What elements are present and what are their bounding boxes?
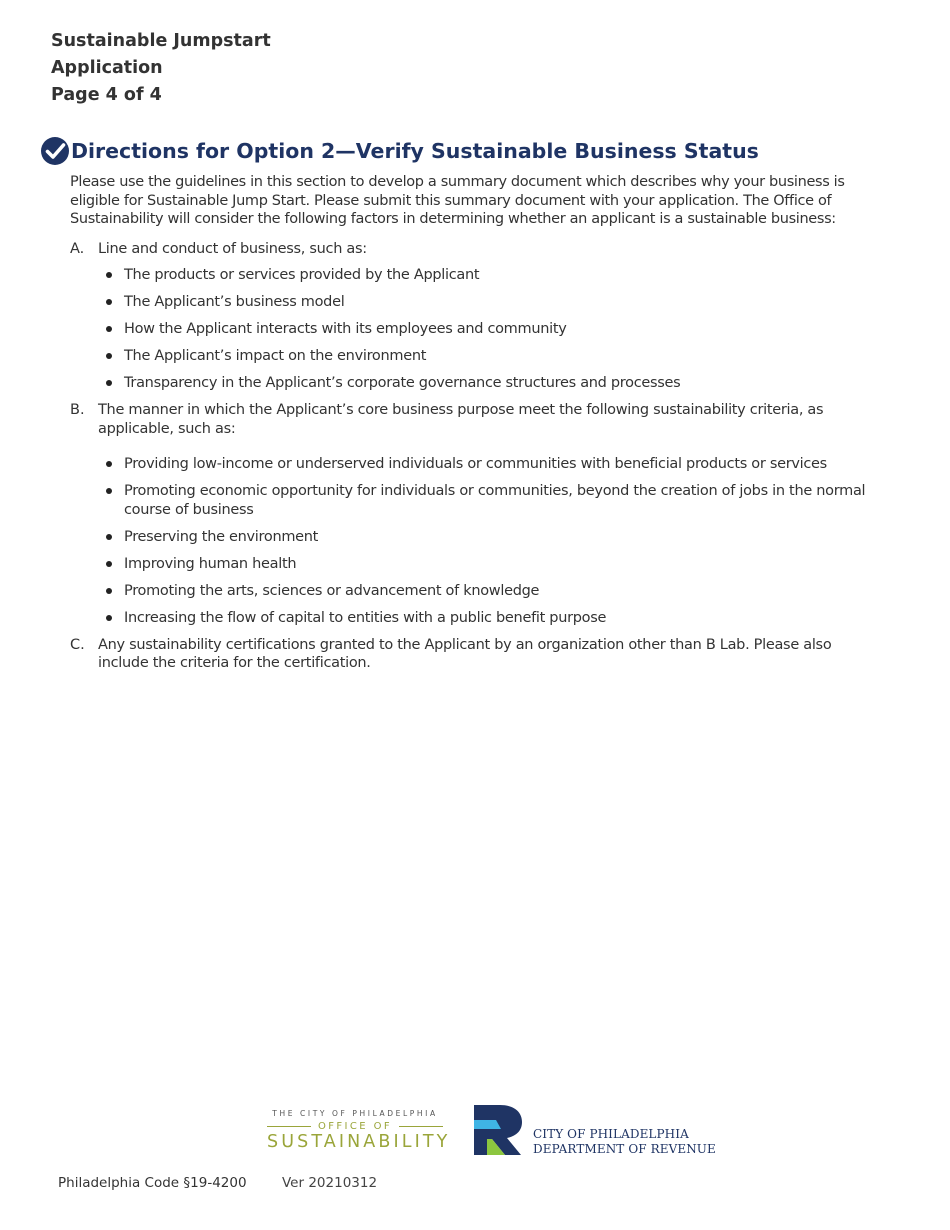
criteria-item-c bbox=[70, 636, 878, 673]
office-of-sustainability-logo bbox=[267, 1109, 451, 1152]
item-letter: B. bbox=[70, 402, 85, 418]
item-letter: C. bbox=[70, 636, 85, 653]
divider bbox=[267, 1126, 311, 1127]
revenue-line2: DEPARTMENT OF REVENUE bbox=[533, 1141, 716, 1156]
intro-paragraph: Please use the guidelines in this section to develop a summary document which describes why your business is eligible for Sustainable Jump Start. Please submit this summary document with your application. The Office of Sustainability will consider the following factors in determining whether an applicant is a sustainable business: bbox=[70, 174, 845, 227]
list-item: The Applicant’s business model bbox=[103, 293, 878, 312]
item-text: Any sustainability certifications granted to the Applicant by an organization other than B Lab. Please also include the criteria for the certification. bbox=[98, 636, 832, 671]
bullet-list-a bbox=[70, 266, 878, 393]
revenue-line1: CITY OF PHILADELPHIA bbox=[533, 1127, 689, 1141]
logo-sustainability-text: SUSTAINABILITY bbox=[267, 1132, 451, 1152]
item-text: Line and conduct of business, such as: bbox=[98, 240, 367, 257]
divider bbox=[399, 1126, 443, 1127]
checkmark-circle-icon bbox=[40, 136, 70, 166]
list-item: Preserving the environment bbox=[103, 528, 878, 547]
section-heading bbox=[40, 136, 759, 166]
header-title-line2: Application bbox=[51, 58, 163, 78]
list-item: How the Applicant interacts with its employees and community bbox=[103, 320, 878, 339]
revenue-logo-text bbox=[533, 1127, 716, 1156]
footer-version: Ver 20210312 bbox=[282, 1175, 378, 1191]
logo-city-text: THE CITY OF PHILADELPHIA bbox=[272, 1109, 438, 1118]
footer-logos bbox=[267, 1103, 737, 1163]
criteria-item-a bbox=[70, 240, 878, 259]
list-item: Promoting the arts, sciences or advancement of knowledge bbox=[103, 582, 878, 601]
list-item: Improving human health bbox=[103, 555, 878, 574]
list-item: The products or services provided by the Applicant bbox=[103, 266, 878, 285]
footer-code: Philadelphia Code §19-4200 bbox=[58, 1175, 247, 1191]
criteria-item-b bbox=[70, 401, 878, 438]
list-item: Transparency in the Applicant’s corporate governance structures and processes bbox=[103, 374, 878, 393]
directions-content bbox=[70, 173, 878, 681]
header-title-line1: Sustainable Jumpstart bbox=[51, 31, 271, 51]
section-title: Directions for Option 2—Verify Sustainable Business Status bbox=[71, 139, 759, 163]
logo-office-text: OFFICE OF bbox=[317, 1121, 393, 1132]
list-item: Providing low-income or underserved individuals or communities with beneficial products or services bbox=[103, 455, 878, 474]
revenue-r-logo-icon bbox=[474, 1105, 522, 1155]
item-letter: A. bbox=[70, 240, 85, 257]
list-item: The Applicant’s impact on the environment bbox=[103, 347, 878, 366]
list-item: Increasing the flow of capital to entities with a public benefit purpose bbox=[103, 609, 878, 628]
list-item: Promoting economic opportunity for individuals or communities, beyond the creation of jobs in the normal course of business bbox=[103, 482, 878, 519]
bullet-list-b bbox=[70, 455, 878, 627]
item-text: The manner in which the Applicant’s core business purpose meet the following sustainability criteria, as applicable, such as: bbox=[98, 402, 824, 437]
document-header bbox=[51, 28, 271, 109]
page-indicator: Page 4 of 4 bbox=[51, 85, 162, 105]
